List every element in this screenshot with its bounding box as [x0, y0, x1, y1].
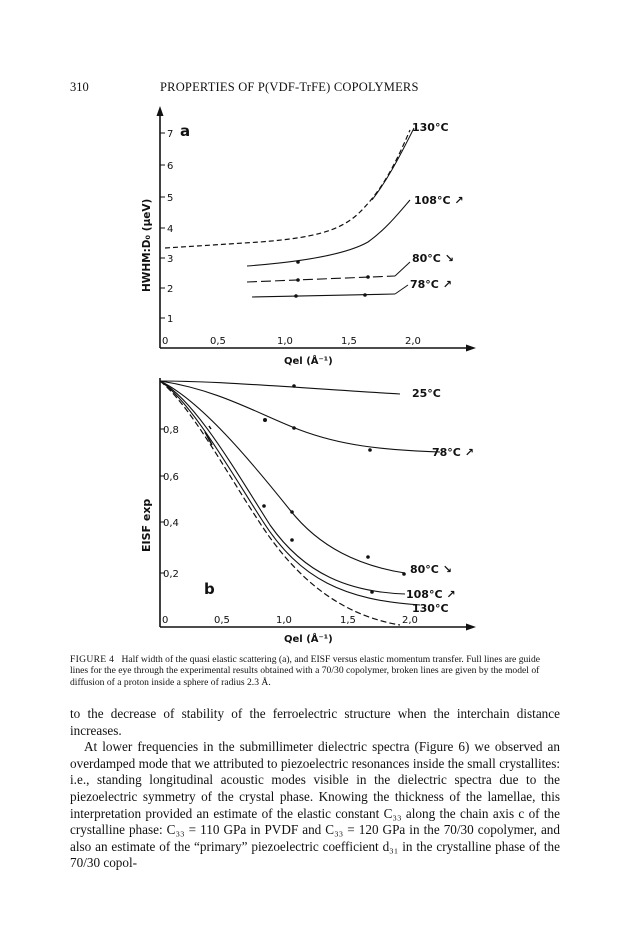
b-xtick-0: 0: [162, 615, 169, 626]
a-ytick-1: 1: [167, 314, 174, 325]
page-number: 310: [70, 80, 89, 94]
a-ytick-3: 3: [167, 254, 174, 265]
a-label-108: 108°C ↗: [414, 194, 464, 207]
caption-text: Half width of the quasi elastic scattering (a), and EISF versus elastic momentum transfer. Full lines are guide lines for the eye through the experimental results obtained with a 70/30 copolymer, broken lines are given by the model of diffusion of a proton inside a sphere of radius 2.3 Å.: [70, 654, 541, 688]
b-curve-25: [160, 381, 400, 394]
b-xtick-15: 1,5: [340, 615, 356, 626]
a-xtick-10: 1,0: [277, 336, 293, 347]
b-ytick-08: 0,8: [163, 425, 179, 436]
a-ytick-4: 4: [167, 224, 174, 235]
panel-a-ylabel: HWHM:D₀ (μeV): [141, 198, 153, 292]
a-curve-130: [372, 128, 414, 200]
panel-b-xlabel: Qel (Å⁻¹): [284, 634, 333, 645]
a-xtick-05: 0,5: [210, 336, 226, 347]
b-label-78: 78°C ↗: [432, 446, 474, 459]
b-ytick-06: 0,6: [163, 472, 179, 483]
panel-b-ylabel: EISF exp: [140, 498, 153, 552]
b-xtick-05: 0,5: [214, 615, 230, 626]
figure-caption: [70, 654, 560, 688]
a-curve-80: [247, 276, 395, 282]
b-curve-78: [160, 381, 440, 452]
b-ytick-04: 0,4: [163, 518, 179, 529]
a-label-78: 78°C ↗: [410, 278, 452, 291]
a-xtick-0: 0: [162, 336, 169, 347]
b-xtick-10: 1,0: [276, 615, 292, 626]
a-label-80: 80°C ↘: [412, 252, 454, 265]
panel-a-xlabel: Qel (Å⁻¹): [284, 356, 333, 367]
caption-lead: FIGURE 4: [70, 654, 115, 665]
panel-b-x-arrow: [466, 624, 476, 631]
a-ytick-6: 6: [167, 161, 174, 172]
panel-a-label: a: [180, 122, 191, 140]
b-label-80: 80°C ↘: [410, 563, 452, 576]
b-label-130: 130°C: [412, 602, 449, 615]
body-text: [70, 706, 560, 872]
paragraph-1: to the decrease of stability of the ferroelectric structure when the interchain distance increases.: [70, 706, 560, 738]
paragraph-2: At lower frequencies in the submillimeter dielectric spectra (Figure 6) we observed an overdamped mode that we attributed to piezoelectric resonances inside the small crystallites: i.e., standing longitudinal acoustic modes visible in the dielectric spectra due to the piezoelectric symmetry of the crystal phase. Knowing the thickness of the lamellae, this interpretation provided an estimate of the elastic constant C₃₃ along the chain axis c of the crystalline phase: C₃₃ = 110 GPa in PVDF and C₃₃ = 120 GPa in the 70/30 copolymer, and also an estimate of the “primary” piezoelectric coefficient d₃₁ in the crystalline phase of the 70/30 copol-: [70, 739, 560, 871]
b-label-25: 25°C: [412, 387, 441, 400]
a-ytick-2: 2: [167, 284, 174, 295]
a-xtick-20: 2,0: [405, 336, 421, 347]
a-curve-78: [252, 294, 395, 297]
a-ytick-7: 7: [167, 129, 174, 140]
a-model-curve: [165, 130, 410, 248]
b-model-curve: [160, 381, 400, 625]
panel-b: [140, 378, 476, 645]
a-label-130: 130°C: [412, 121, 449, 134]
b-xtick-20: 2,0: [402, 615, 418, 626]
b-curve-80: [160, 381, 405, 573]
b-label-108: 108°C ↗: [406, 588, 456, 601]
panel-a-y-arrow: [157, 106, 164, 116]
running-title: PROPERTIES OF P(VDF-TrFE) COPOLYMERS: [160, 80, 419, 94]
b-curve-130: [160, 381, 420, 605]
panel-a-x-arrow: [466, 345, 476, 352]
b-curve-108: [160, 381, 405, 594]
a-xtick-15: 1,5: [341, 336, 357, 347]
panel-b-label: b: [204, 580, 215, 598]
panel-a: [141, 106, 476, 367]
b-ytick-02: 0,2: [163, 569, 179, 580]
a-ytick-5: 5: [167, 193, 174, 204]
a-curve-108: [247, 200, 410, 266]
